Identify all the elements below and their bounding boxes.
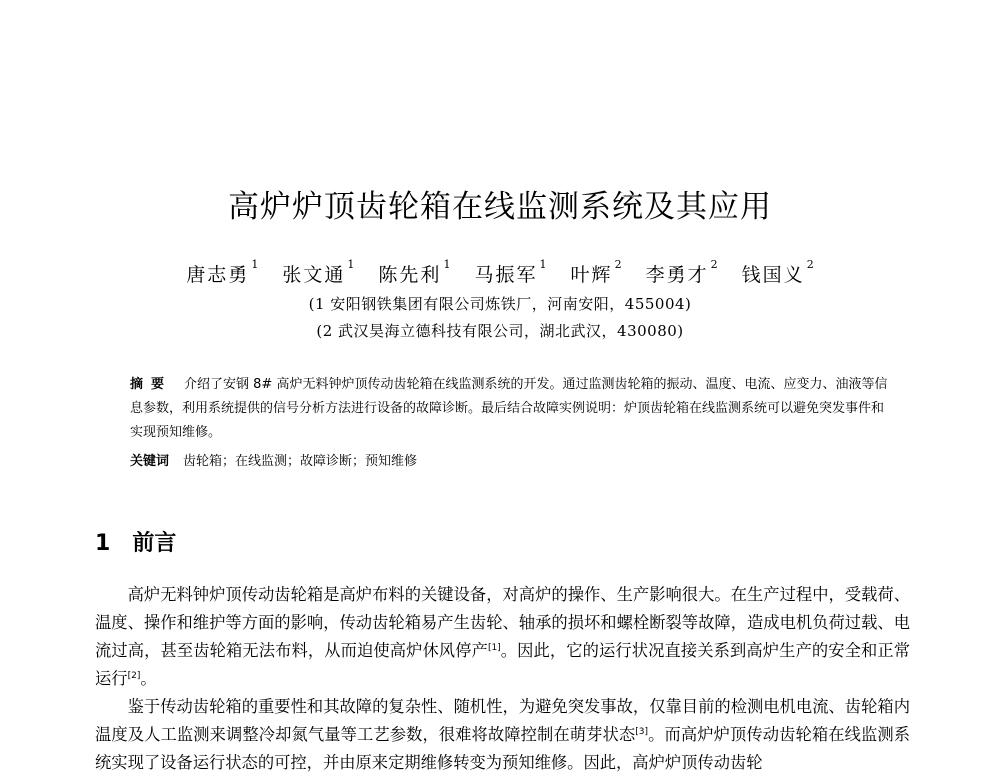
author xyxy=(646,260,718,287)
author-list xyxy=(0,260,1000,287)
paragraph xyxy=(95,581,910,693)
paragraph xyxy=(95,693,910,777)
body-text xyxy=(95,581,910,777)
paragraph-text: 高炉无料钟炉顶传动齿轮箱是高炉布料的关键设备，对高炉的操作、生产影响很大。在生产过程中，受载荷、温度、操作和维护等方面的影响，传动齿轮箱易产生齿轮、轴承的损坏和螺栓断裂等故障，造成电机负荷过载、电流过高，甚至齿轮箱无法布料，从而迫使高炉休风停产 xyxy=(95,585,910,660)
citation: [3] xyxy=(635,727,649,737)
citation: [2] xyxy=(127,671,141,681)
author-affil-mark: 2 xyxy=(710,258,718,271)
abstract xyxy=(130,373,890,445)
author-affil-mark: 1 xyxy=(443,258,451,271)
affiliation-1: (1 安阳钢铁集团有限公司炼铁厂，河南安阳，455004) xyxy=(308,295,692,313)
paragraph-text: 。 xyxy=(140,669,157,688)
keywords xyxy=(130,450,890,474)
author-affil-mark: 2 xyxy=(806,258,814,271)
author-name: 马振军 xyxy=(474,264,538,286)
affiliation-2: (2 武汉昊海立德科技有限公司，湖北武汉，430080) xyxy=(316,322,684,340)
author-name: 陈先利 xyxy=(378,264,442,286)
author-affil-mark: 1 xyxy=(251,258,259,271)
author xyxy=(571,260,622,287)
section-heading xyxy=(95,526,176,557)
paper-title: 高炉炉顶齿轮箱在线监测系统及其应用 xyxy=(228,189,772,225)
author-name: 钱国义 xyxy=(741,264,805,286)
paragraph-text: 。而高炉炉顶传动齿轮箱在线监测系统实现了设备运行状态的可控，并由原来定期维修转变为预知维修。因此，高炉炉顶传动齿轮 xyxy=(95,725,910,772)
abstract-label: 摘要 xyxy=(130,377,173,392)
keywords-text: 齿轮箱；在线监测；故障诊断；预知维修 xyxy=(183,454,418,469)
author-affil-mark: 1 xyxy=(539,258,547,271)
author-affil-mark: 2 xyxy=(614,258,622,271)
keywords-label: 关键词 xyxy=(130,454,170,469)
author xyxy=(186,260,258,287)
author-affil-mark: 1 xyxy=(347,258,355,271)
author-name: 唐志勇 xyxy=(186,264,250,286)
author xyxy=(742,260,814,287)
author xyxy=(474,260,546,287)
paragraph-text: 鉴于传动齿轮箱的重要性和其故障的复杂性、随机性，为避免突发事故，仅靠目前的检测电机电流、齿轮箱内温度及人工监测来调整冷却氮气量等工艺参数，很难将故障控制在萌芽状态 xyxy=(95,697,910,744)
paragraph-text: 。因此，它的运行状况直接关系到高炉生产的安全和正常运行 xyxy=(95,641,910,688)
citation: [1] xyxy=(487,643,501,653)
section-number: 1 xyxy=(95,531,111,556)
abstract-text: 介绍了安钢 8# 高炉无料钟炉顶传动齿轮箱在线监测系统的开发。通过监测齿轮箱的振动、温度、电流、应变力、油液等信息参数，利用系统提供的信号分析方法进行设备的故障诊断。最后结合故障实例说明：炉顶齿轮箱在线监测系统可以避免突发事件和实现预知维修。 xyxy=(130,377,888,440)
section-title: 前言 xyxy=(132,531,177,556)
author xyxy=(282,260,354,287)
author xyxy=(378,260,450,287)
author-name: 张文通 xyxy=(282,264,346,286)
author-name: 李勇才 xyxy=(645,264,709,286)
author-name: 叶辉 xyxy=(570,264,613,286)
